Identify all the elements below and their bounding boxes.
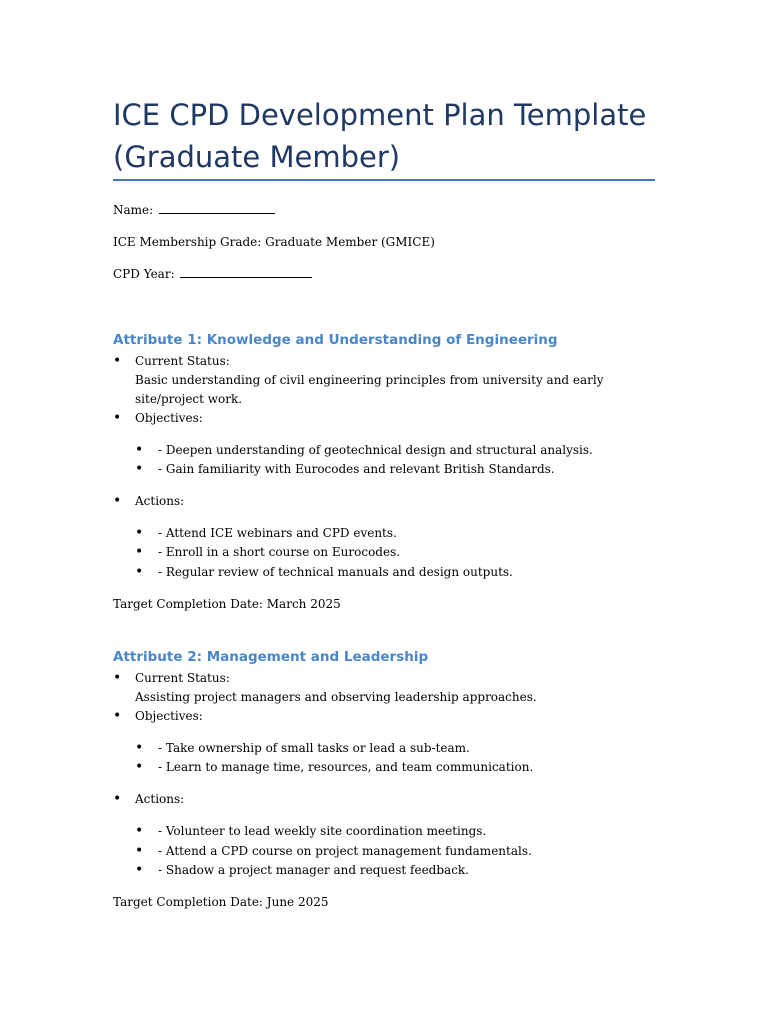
- bullet-icon: •: [135, 442, 144, 458]
- bullet-icon: •: [135, 823, 144, 839]
- bullet-icon: •: [113, 708, 122, 724]
- bullet-icon: •: [135, 461, 144, 477]
- bullet-icon: •: [135, 525, 144, 541]
- grade-line: [113, 234, 435, 250]
- bullet-icon: •: [113, 670, 122, 686]
- attribute-2-heading: Attribute 2: Management and Leadership: [113, 649, 429, 665]
- title-underline: [113, 179, 655, 181]
- bullet-icon: •: [135, 740, 144, 756]
- bullet-icon: •: [135, 759, 144, 775]
- name-field-line: [113, 202, 275, 218]
- attribute-1-target-date: Target Completion Date: March 2025: [113, 597, 341, 611]
- bullet-icon: •: [135, 564, 144, 580]
- bullet-icon: •: [113, 410, 122, 426]
- bullet-icon: •: [113, 791, 122, 807]
- attribute-2-status-text-1: Assisting project managers and observing leadership approaches.: [135, 690, 537, 704]
- title-line-1: ICE CPD Development Plan Template: [113, 98, 647, 132]
- document-title: [113, 94, 658, 178]
- bullet-icon: •: [113, 493, 122, 509]
- attribute-2-target-date: Target Completion Date: June 2025: [113, 895, 329, 909]
- current-status-label: Current Status:: [135, 671, 230, 685]
- cpd-year-field-line: [113, 266, 312, 282]
- bullet-icon: •: [113, 353, 122, 369]
- attribute-1-heading: Attribute 1: Knowledge and Understanding of Engineering: [113, 332, 558, 348]
- bullet-icon: •: [135, 862, 144, 878]
- name-blank: [159, 202, 275, 214]
- current-status-label: Current Status:: [135, 354, 230, 368]
- actions-label: Actions:: [135, 494, 185, 508]
- attribute-1-status-text-1: Basic understanding of civil engineering principles from university and early: [135, 373, 604, 387]
- attribute-1-status-text-2: site/project work.: [135, 392, 243, 406]
- grade-label: ICE Membership Grade: Graduate Member (GMICE): [113, 235, 435, 249]
- cpd-year-label: CPD Year:: [113, 267, 175, 281]
- name-label: Name:: [113, 203, 154, 217]
- bullet-icon: •: [135, 544, 144, 560]
- bullet-icon: •: [135, 843, 144, 859]
- title-line-2: (Graduate Member): [113, 140, 401, 174]
- cpd-year-blank: [180, 266, 312, 278]
- actions-label: Actions:: [135, 792, 185, 806]
- objectives-label: Objectives:: [135, 709, 203, 723]
- objectives-label: Objectives:: [135, 411, 203, 425]
